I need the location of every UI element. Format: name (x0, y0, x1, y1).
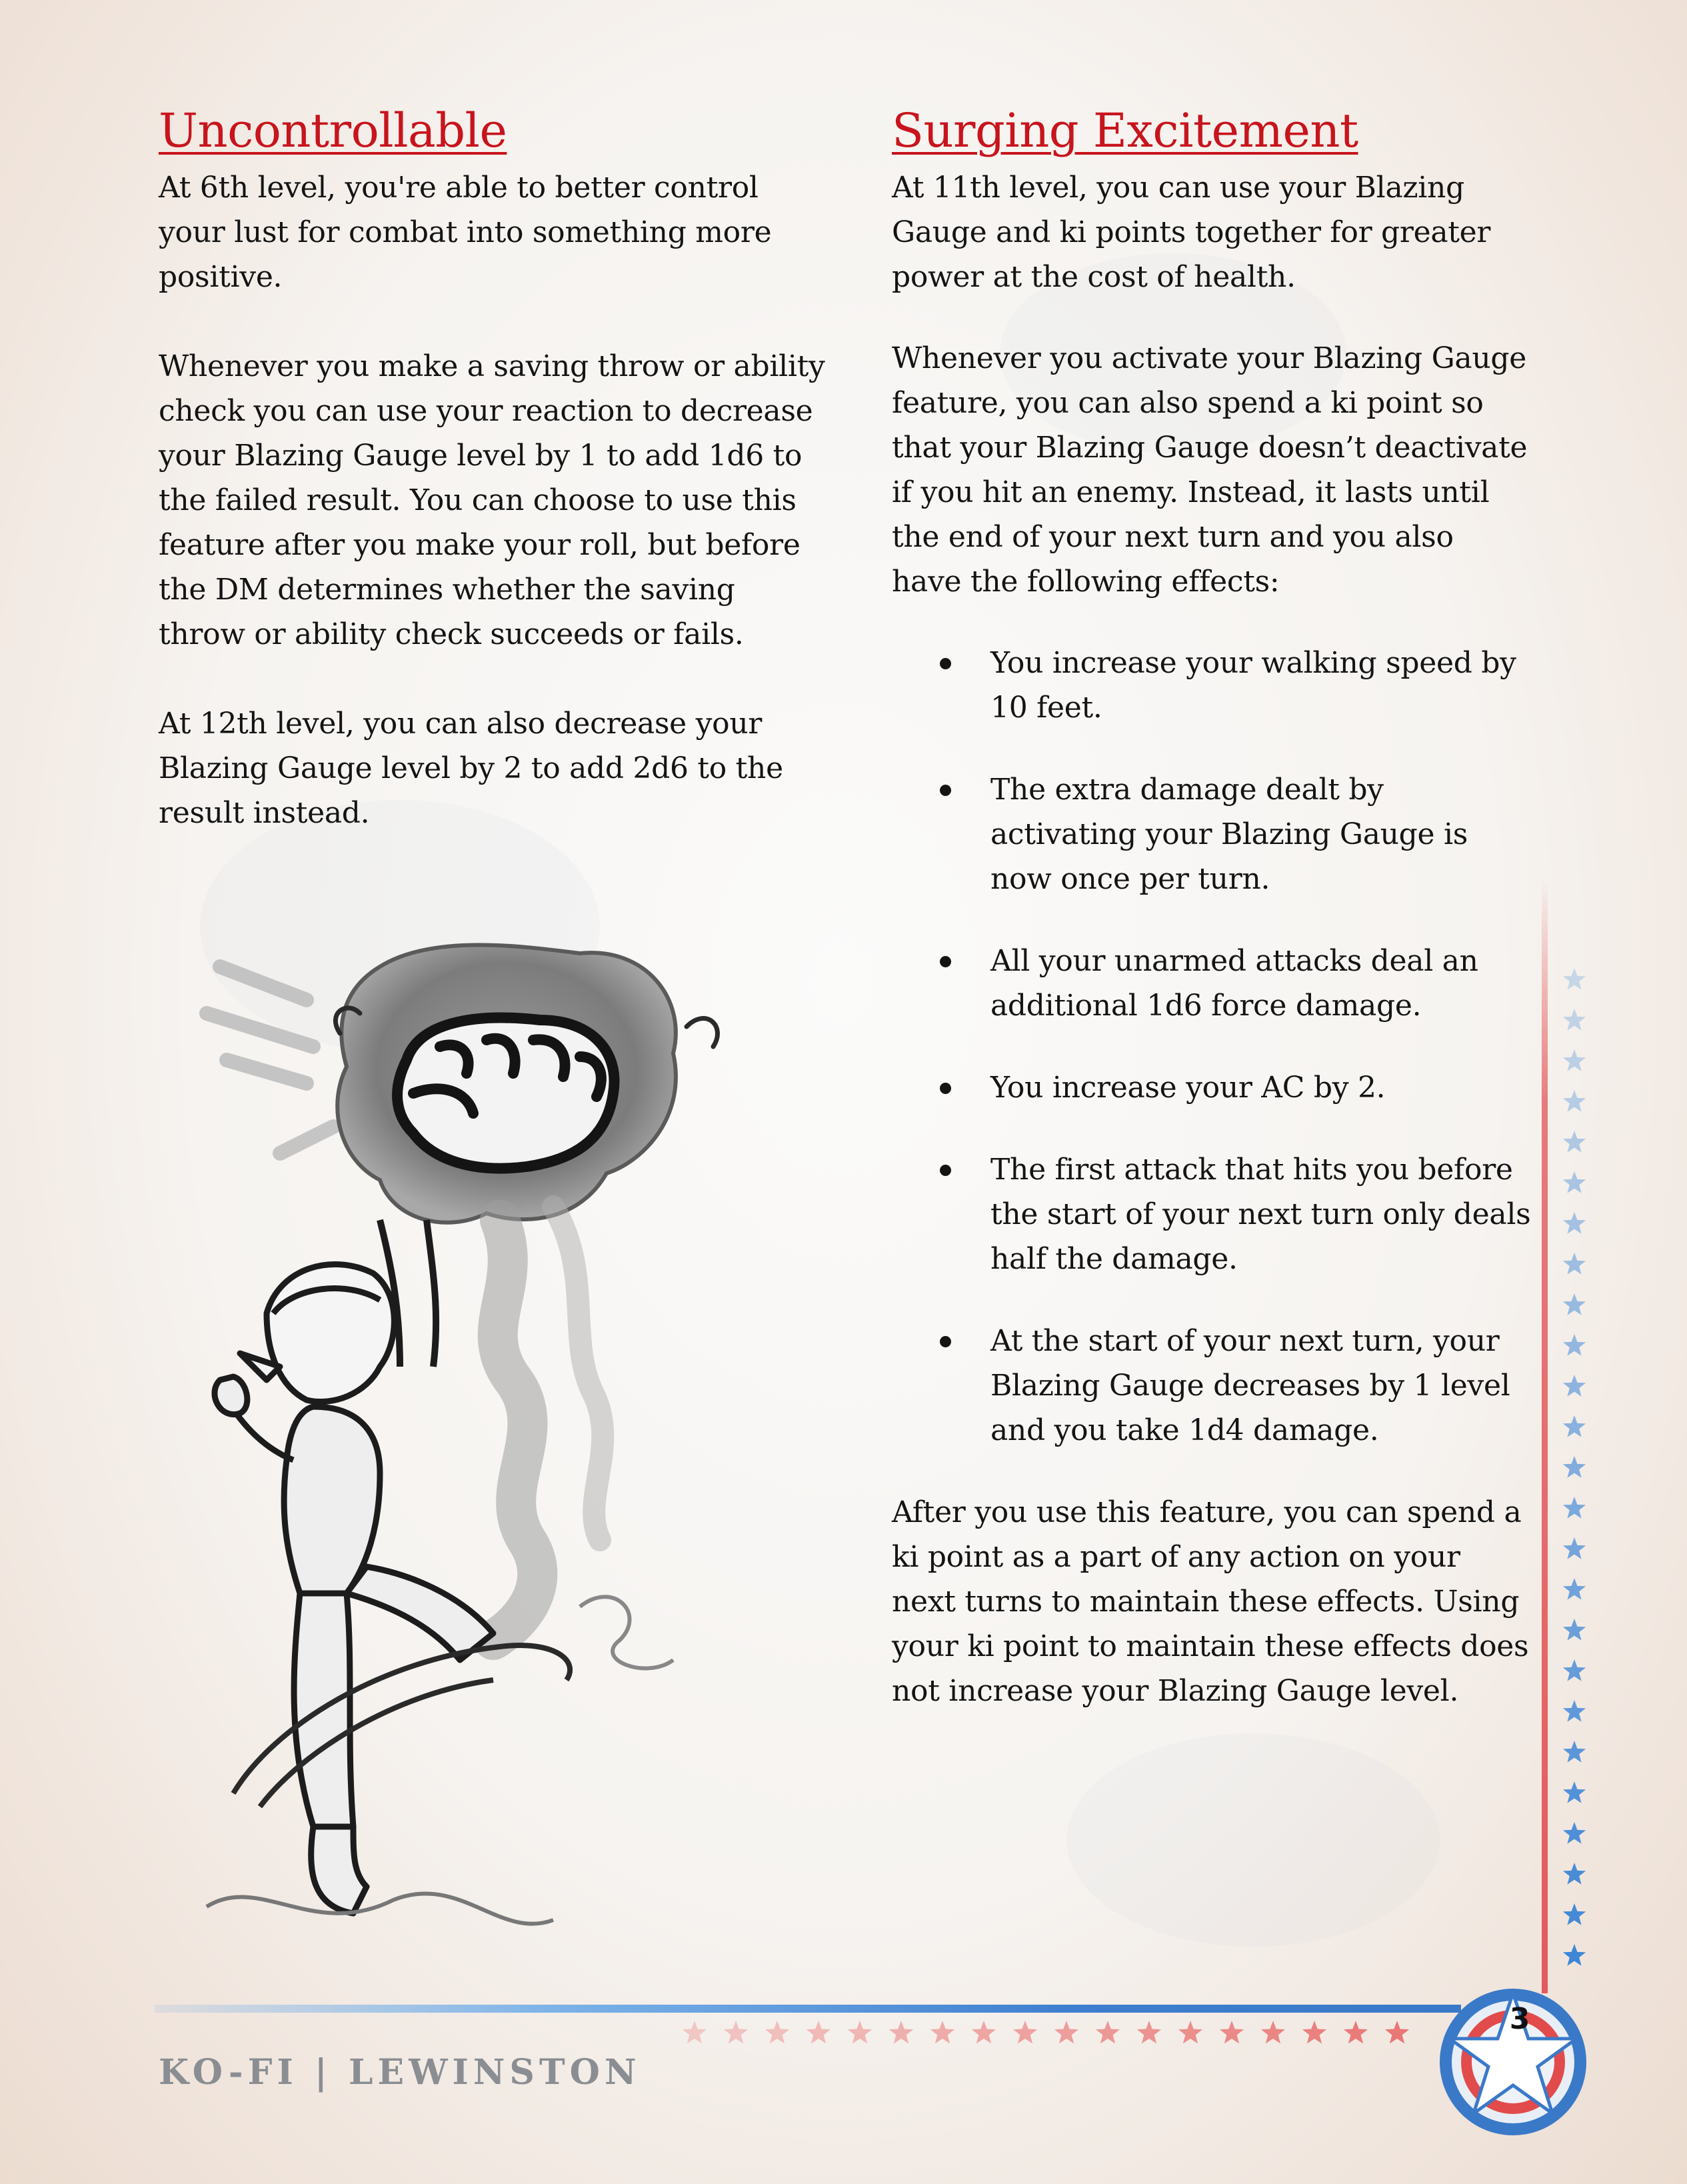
list-item (892, 939, 1532, 1028)
list-item-text: You increase your AC by 2. (990, 1071, 1386, 1105)
right-border-stripe (1542, 880, 1548, 1993)
section-heading-uncontrollable: Uncontrollable (159, 103, 507, 158)
star-icon (1563, 1131, 1586, 1153)
list-item (892, 767, 1532, 901)
bottom-border-stripe (155, 2005, 1461, 2013)
star-icon (1261, 2021, 1285, 2043)
star-icon (1563, 1863, 1586, 1885)
star-icon (848, 2021, 872, 2043)
star-icon (1563, 1537, 1586, 1559)
star-icon (1013, 2021, 1037, 2043)
star-icon (1563, 1822, 1586, 1844)
star-icon (1563, 1700, 1586, 1722)
paragraph: After you use this feature, you can spend a ki point as a part of any action on your next turns to maintain these effects. Using your ki point to maintain these effects does not increase your Blazing Gauge level. (892, 1495, 1529, 1708)
right-column (892, 100, 1532, 1713)
star-icon (1563, 1375, 1586, 1397)
bullet-icon (940, 1336, 951, 1347)
star-icon (1054, 2021, 1078, 2043)
fist-icon (397, 1018, 614, 1169)
star-icon (724, 2021, 748, 2043)
star-icon (1563, 1253, 1586, 1275)
star-row-decoration (680, 2019, 1440, 2048)
monk-illustration (180, 940, 833, 1980)
background-texture (1066, 1733, 1440, 1947)
star-icon (1563, 968, 1586, 990)
left-column (159, 100, 825, 835)
list-item-text: At the start of your next turn, your Blazing Gauge decreases by 1 level and you take 1d4 damage. (990, 1324, 1510, 1447)
star-icon (1563, 1741, 1586, 1763)
star-icon (1563, 1049, 1586, 1071)
paragraph: At 12th level, you can also decrease your Blazing Gauge level by 2 to add 2d6 to the result instead. (159, 707, 783, 830)
effects-list (892, 641, 1532, 1453)
star-icon (1220, 2021, 1244, 2043)
star-icon (1563, 1090, 1586, 1112)
star-icon (683, 2021, 707, 2043)
star-column-decoration (1558, 967, 1590, 1993)
star-icon (1563, 1619, 1586, 1641)
section-heading-surging-excitement: Surging Excitement (892, 103, 1358, 158)
star-icon (1178, 2021, 1202, 2043)
star-icon (807, 2021, 831, 2043)
paragraph: Whenever you activate your Blazing Gauge feature, you can also spend a ki point so that your Blazing Gauge doesn’t deactivate if you hit an enemy. Instead, it lasts until the end of your next turn and you also have the following effects: (892, 341, 1528, 599)
list-item (892, 1065, 1532, 1110)
star-icon (1563, 1456, 1586, 1478)
star-icon (1563, 1497, 1586, 1519)
star-icon (1563, 1334, 1586, 1356)
star-icon (1344, 2021, 1368, 2043)
star-icon (972, 2021, 996, 2043)
list-item (892, 1319, 1532, 1453)
list-item-text: You increase your walking speed by 10 feet. (990, 646, 1516, 725)
star-icon (1563, 1944, 1586, 1966)
page-number: 3 (1509, 2002, 1530, 2036)
star-icon (1563, 1903, 1586, 1925)
star-icon (1563, 1171, 1586, 1193)
star-icon (1096, 2021, 1120, 2043)
star-icon (1563, 1578, 1586, 1600)
star-icon (1563, 1659, 1586, 1681)
bullet-icon (940, 956, 951, 967)
star-icon (1563, 1009, 1586, 1031)
bullet-icon (940, 1083, 951, 1094)
list-item-text: All your unarmed attacks deal an additional 1d6 force damage. (990, 944, 1478, 1023)
footer-credit: KO-FI | LEWINSTON (159, 2052, 641, 2093)
list-item-text: The extra damage dealt by activating your Blazing Gauge is now once per turn. (990, 773, 1468, 896)
star-icon (1563, 1415, 1586, 1437)
paragraph: At 11th level, you can use your Blazing Gauge and ki points together for greater power at the cost of health. (892, 171, 1491, 294)
star-icon (1137, 2021, 1161, 2043)
bullet-icon (940, 1165, 951, 1176)
list-item-text: The first attack that hits you before the start of your next turn only deals half the damage. (990, 1153, 1531, 1276)
star-icon (930, 2021, 954, 2043)
bullet-icon (940, 785, 951, 796)
paragraph: Whenever you make a saving throw or ability check you can use your reaction to decrease your Blazing Gauge level by 1 to add 1d6 to the failed result. You can choose to use this feature after you make your roll, but before the DM determines whether the saving throw or ability check succeeds or fails. (159, 349, 825, 651)
star-icon (889, 2021, 913, 2043)
bullet-icon (940, 658, 951, 669)
star-icon (1563, 1212, 1586, 1234)
paragraph: At 6th level, you're able to better control your lust for combat into something more positive. (159, 171, 772, 294)
list-item (892, 1147, 1532, 1281)
star-icon (1302, 2021, 1326, 2043)
star-icon (1563, 1781, 1586, 1803)
star-icon (765, 2021, 789, 2043)
list-item (892, 641, 1532, 730)
star-icon (1563, 1293, 1586, 1315)
star-icon (1385, 2021, 1409, 2043)
